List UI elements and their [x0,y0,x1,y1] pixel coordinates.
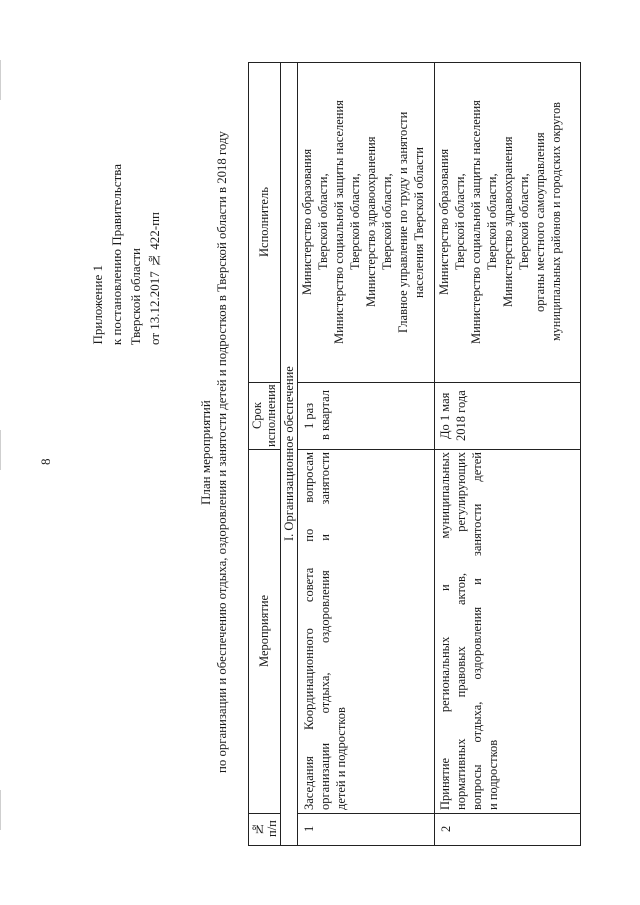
row-executor-line: Тверской области, [517,173,531,271]
header-executor: Исполнитель [257,187,271,257]
document-subtitle: по организации и обеспечению отдыха, оздоровления и занятости детей и подростков в Тверской области в 2018 году [215,131,229,774]
header-event: Мероприятие [257,594,271,668]
row-event-line: нормативных правовых актов, регулирующих [454,452,468,810]
row-executor-line: Главное управление по труду и занятости [396,111,410,333]
row-executor-line: Тверской области, [453,173,467,271]
section-title: I. Организационное обеспечение [282,366,296,542]
row-event-line: Принятие региональных и муниципальных [438,452,452,810]
header-term: исполнения [264,384,278,447]
row-num: 2 [439,825,453,833]
appendix-line: Тверской области [128,247,143,345]
page-number: 8 [38,458,53,466]
row-executor-line: Тверской области, [485,173,499,271]
row-num: 1 [302,825,316,833]
appendix-line: к постановлению Правительства [109,163,124,345]
row-executor-line: органы местного самоуправления [533,132,547,312]
row-event-line: организации отдыха, оздоровления и занятости [318,452,332,810]
appendix-line: от 13.12.2017 № 422-пп [147,211,162,345]
row-event-line: и подростков [486,739,500,810]
row-executor-line: Министерство образования [437,148,451,296]
header-num: № [251,822,265,836]
row-term-line: в квартал [318,390,332,441]
row-executor-line: Тверской области, [348,173,362,271]
header-term: Срок [250,402,264,429]
row-executor-line: Министерство здравоохранения [501,136,515,308]
row-executor-line: Министерство социальной защиты населения [469,100,483,344]
row-executor-line: населения Тверской области [412,146,426,298]
row-event-line: вопросы отдыха, оздоровления и занятости детей [470,452,484,810]
row-executor-line: Министерство социальной защиты населения [332,100,346,344]
header-num: п/п [265,820,279,838]
scan-edge [0,60,1,100]
scan-edge [0,790,1,830]
scan-edge [0,430,1,470]
row-event-line: детей и подростков [334,707,348,810]
row-term-line: 1 раз [302,402,316,429]
row-executor-line: Министерство здравоохранения [364,136,378,308]
appendix-line: Приложение 1 [90,265,105,345]
row-term-line: 2018 года [454,390,468,441]
row-executor-line: Тверской области, [380,173,394,271]
row-event-line: Заседания Координационного совета по вопросам [302,452,316,810]
row-executor-line: Тверской области, [316,173,330,271]
row-executor-line: муниципальных районов и городских округов [549,102,563,342]
document-title: План мероприятий [198,400,213,505]
row-executor-line: Министерство образования [300,148,314,296]
row-term-line: До 1 мая [438,392,452,439]
